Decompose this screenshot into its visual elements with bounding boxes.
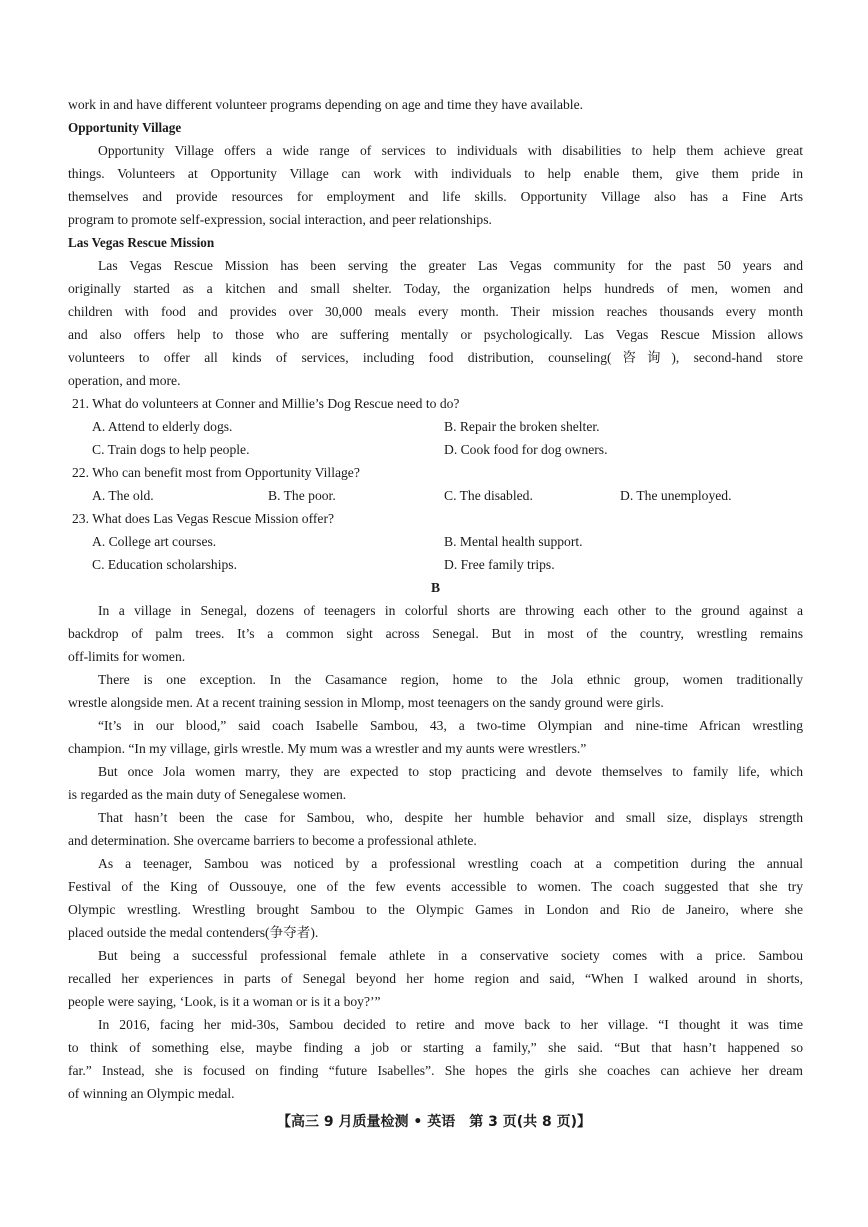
text-line: “It’s in our blood,” said coach Isabelle Sambou, 43, a two-time Olympian and nine-time African wrestling: [98, 718, 803, 733]
text-line: far.” Instead, she is focused on finding “future Isabelles”. She hopes the girls she coaches can achieve her dream: [68, 1063, 803, 1078]
text-line: In 2016, facing her mid-30s, Sambou decided to retire and move back to her village. “I thought it was time: [98, 1017, 803, 1032]
passage-b-paragraph: [68, 599, 803, 668]
options-row: [68, 530, 803, 553]
passage-b-paragraph: [68, 852, 803, 944]
text-line: backdrop of palm trees. It’s a common sight across Senegal. But in most of the country, wrestling remains: [68, 626, 803, 641]
option-a: A. The old.: [92, 488, 154, 503]
text-line: operation, and more.: [68, 373, 181, 388]
section-heading-las-vegas-rescue-mission: Las Vegas Rescue Mission: [68, 235, 215, 250]
passage-b-paragraph: [68, 806, 803, 852]
text-line: people were saying, ‘Look, is it a woman or is it a boy?’”: [68, 994, 381, 1009]
option-a: A. College art courses.: [92, 534, 217, 549]
options-row: [68, 415, 803, 438]
text-line: volunteers to offer all kinds of services, including food distribution, counseling(咨询), second-hand store: [68, 350, 803, 365]
section-heading-opportunity-village: Opportunity Village: [68, 120, 182, 135]
page-content: [68, 93, 803, 1105]
text-line: But being a successful professional female athlete in a conservative society comes with a price. Sambou: [98, 948, 803, 963]
option-c: C. The disabled.: [444, 488, 533, 503]
text-line: themselves and provide resources for employment and life skills. Opportunity Village also has a Fine Arts: [68, 189, 803, 204]
option-c: C. Train dogs to help people.: [92, 442, 250, 457]
option-b: B. The poor.: [268, 488, 336, 503]
text-line: of winning an Olympic medal.: [68, 1086, 235, 1101]
passage-b-label: B: [430, 580, 441, 595]
option-d: D. Cook food for dog owners.: [444, 442, 608, 457]
page-footer: 【高三 9 月质量检测 • 英语 第 3 页(共 8 页)】: [277, 1114, 591, 1130]
option-c: C. Education scholarships.: [92, 557, 237, 572]
question-stem: 23. What does Las Vegas Rescue Mission offer?: [72, 511, 335, 526]
intro-tail-text: work in and have different volunteer programs depending on age and time they have available.: [68, 97, 583, 112]
passage-b-paragraph: [68, 668, 803, 714]
text-line: But once Jola women marry, they are expected to stop practicing and devote themselves to family life, which: [98, 764, 803, 779]
text-line: program to promote self-expression, social interaction, and peer relationships.: [68, 212, 492, 227]
paragraph-opportunity-village: [68, 139, 803, 231]
text-line: Olympic wrestling. Wrestling brought Sambou to the Olympic Games in London and Rio de Janeiro, where she: [68, 902, 803, 917]
options-row: [68, 438, 803, 461]
options-row: [68, 553, 803, 576]
text-line: things. Volunteers at Opportunity Village can work with individuals to help enable them, give them pride in: [68, 166, 803, 181]
text-line: wrestle alongside men. At a recent training session in Mlomp, most teenagers on the sandy ground were girls.: [68, 695, 664, 710]
option-d: D. Free family trips.: [444, 557, 555, 572]
question-stem: 21. What do volunteers at Conner and Millie’s Dog Rescue need to do?: [72, 396, 460, 411]
text-line: originally started as a kitchen and small shelter. Today, the organization helps hundreds of men, women and: [68, 281, 803, 296]
passage-b-paragraph: [68, 1013, 803, 1105]
text-line: Festival of the King of Oussouye, one of the few events accessible to women. The coach suggested that she try: [68, 879, 803, 894]
question-22: [68, 461, 803, 507]
text-line: placed outside the medal contenders(争夺者).: [68, 925, 319, 940]
options-row: [68, 484, 803, 507]
text-line: children with food and provides over 30,000 meals every month. Their mission reaches thousands every month: [68, 304, 803, 319]
question-23: [68, 507, 803, 576]
option-b: B. Repair the broken shelter.: [444, 419, 600, 434]
text-line: and determination. She overcame barriers to become a professional athlete.: [68, 833, 477, 848]
text-line: recalled her experiences in parts of Senegal beyond her home region and said, “When I walked around in shorts,: [68, 971, 803, 986]
text-line: and also offers help to those who are suffering mentally or psychologically. Las Vegas Rescue Mission allows: [68, 327, 803, 342]
text-line: That hasn’t been the case for Sambou, who, despite her humble behavior and small size, displays strength: [98, 810, 803, 825]
option-d: D. The unemployed.: [620, 488, 732, 503]
question-stem: 22. Who can benefit most from Opportunity Village?: [72, 465, 360, 480]
option-a: A. Attend to elderly dogs.: [92, 419, 233, 434]
text-line: champion. “In my village, girls wrestle. My mum was a wrestler and my aunts were wrestlers.”: [68, 741, 587, 756]
text-line: is regarded as the main duty of Senegalese women.: [68, 787, 347, 802]
text-line: There is one exception. In the Casamance region, home to the Jola ethnic group, women traditionally: [98, 672, 803, 687]
text-line: to think of something else, maybe finding a job or starting a family,” she said. “But that hasn’t happened so: [68, 1040, 803, 1055]
passage-b-paragraph: [68, 944, 803, 1013]
text-line: off-limits for women.: [68, 649, 186, 664]
question-21: [68, 392, 803, 461]
passage-b-paragraph: [68, 714, 803, 760]
text-line: Opportunity Village offers a wide range of services to individuals with disabilities to help them achieve great: [98, 143, 803, 158]
text-line: In a village in Senegal, dozens of teenagers in colorful shorts are throwing each other to the ground against a: [98, 603, 803, 618]
passage-b-paragraph: [68, 760, 803, 806]
paragraph-las-vegas-rescue-mission: [68, 254, 803, 392]
text-line: As a teenager, Sambou was noticed by a professional wrestling coach at a competition during the annual: [98, 856, 803, 871]
text-line: Las Vegas Rescue Mission has been serving the greater Las Vegas community for the past 50 years and: [98, 258, 803, 273]
option-b: B. Mental health support.: [444, 534, 583, 549]
